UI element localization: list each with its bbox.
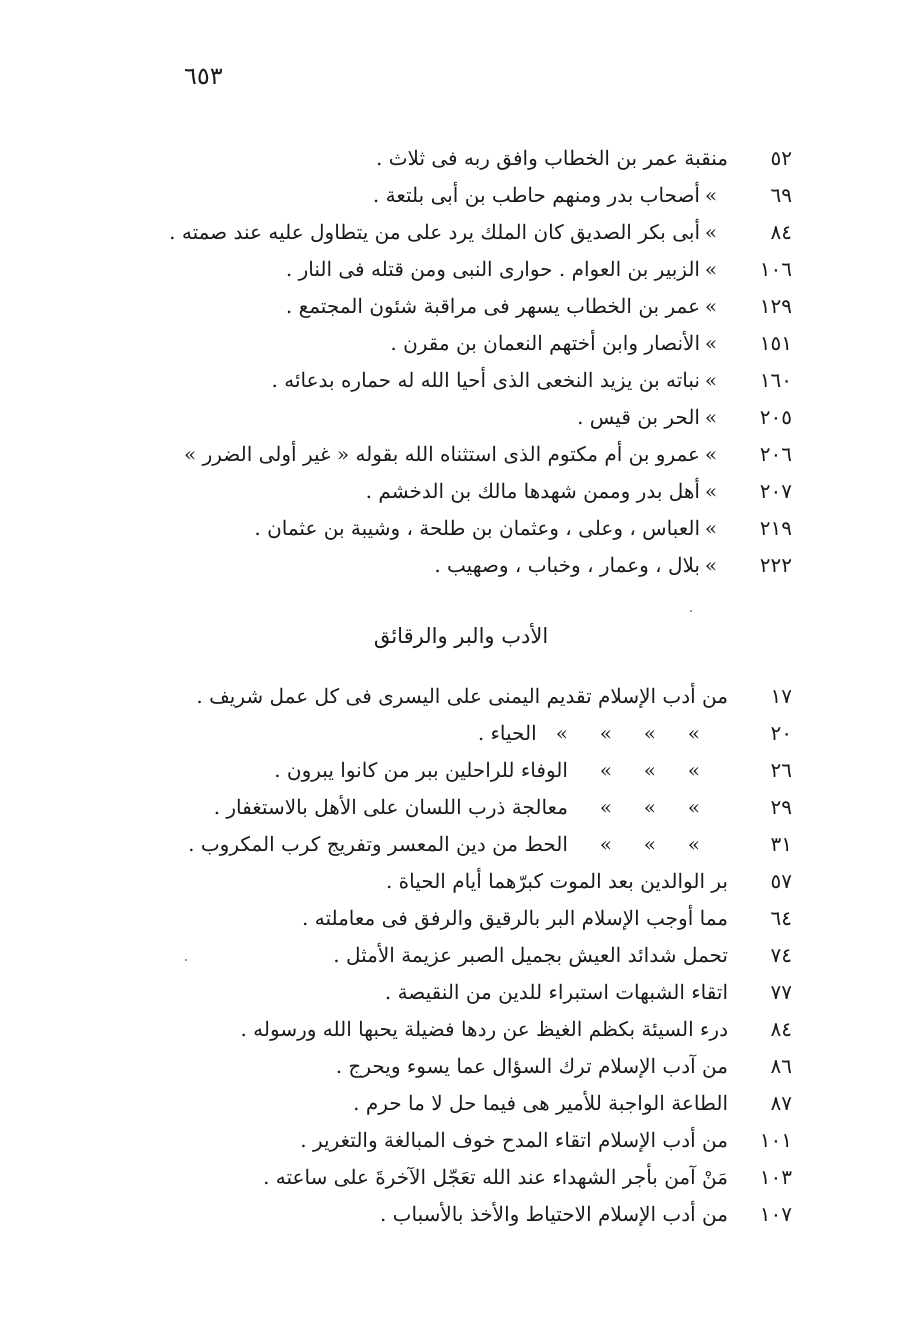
item-text: من آدب الإسلام ترك السؤال عما يسوء ويحرج .: [335, 1054, 728, 1078]
item-number: ٢٦: [770, 758, 792, 782]
item-text: » » » الوفاء للراحلين ببر من كانوا يبرون .: [274, 758, 700, 782]
item-number: ٥٢: [770, 146, 792, 170]
item-text: الأنصار وابن أختهم النعمان بن مقرن .: [390, 331, 700, 355]
item-number: ١٧: [770, 684, 792, 708]
item-number: ٣١: [770, 832, 792, 856]
ditto-mark: »: [704, 553, 718, 577]
list-item: [120, 974, 792, 1011]
item-text: الحر بن قيس .: [577, 405, 700, 429]
item-number: ٥٧: [770, 869, 792, 893]
index-list-section-1: [120, 140, 792, 584]
list-item: [120, 251, 792, 288]
item-text: عمر بن الخطاب يسهر فى مراقبة شئون المجتمع .: [285, 294, 700, 318]
item-text: اتقاء الشبهات استبراء للدين من النقيصة .: [384, 980, 728, 1004]
item-text: من أدب الإسلام اتقاء المدح خوف المبالغة والتغرير .: [300, 1128, 728, 1152]
item-text: » » » معالجة ذرب اللسان على الأهل بالاستغفار .: [213, 795, 700, 819]
item-text: الزبير بن العوام . حوارى النبى ومن قتله فى النار .: [285, 257, 700, 281]
list-item: [120, 1048, 792, 1085]
item-number: ١٥١: [759, 331, 792, 355]
list-item: [120, 473, 792, 510]
ditto-mark: »: [704, 220, 718, 244]
index-list-section-2: [120, 678, 792, 1233]
item-number: ١٢٩: [759, 294, 792, 318]
item-number: ٧٧: [770, 980, 792, 1004]
item-number: ٨٦: [770, 1054, 792, 1078]
item-number: ٨٧: [770, 1091, 792, 1115]
ditto-mark: »: [704, 257, 718, 281]
item-text: مَنْ آمن بأجر الشهداء عند الله تعَجّل الآخرةَ على ساعته .: [263, 1165, 728, 1189]
item-number: ١٠٦: [759, 257, 792, 281]
ditto-mark: »: [704, 405, 718, 429]
list-item: [120, 1122, 792, 1159]
list-item: [120, 436, 792, 473]
item-text: أهل بدر وممن شهدها مالك بن الدخشم .: [365, 479, 700, 503]
item-text: أبى بكر الصديق كان الملك يرد على من يتطاول عليه عند صمته .: [169, 220, 700, 244]
item-text: الطاعة الواجبة للأمير هى فيما حل لا ما حرم .: [353, 1091, 728, 1115]
item-text: أصحاب بدر ومنهم حاطب بن أبى بلتعة .: [372, 183, 700, 207]
item-number: ٢٩: [770, 795, 792, 819]
item-text: بر الوالدين بعد الموت كبرّهما أيام الحياة .: [385, 869, 728, 893]
item-text: من أدب الإسلام الاحتياط والأخذ بالأسباب .: [379, 1202, 728, 1226]
list-item: [120, 510, 792, 547]
list-item: [120, 1085, 792, 1122]
item-number: ١٠١: [759, 1128, 792, 1152]
list-item: [120, 1011, 792, 1048]
item-text: » » » الحط من دين المعسر وتفريج كرب المكروب .: [188, 832, 700, 856]
item-number: ١٦٠: [759, 368, 792, 392]
ditto-mark: »: [704, 183, 718, 207]
list-item: [120, 752, 792, 789]
item-number: ٢٠٧: [759, 479, 792, 503]
ditto-mark: »: [704, 479, 718, 503]
list-item: [120, 288, 792, 325]
list-item: [120, 325, 792, 362]
item-text: منقبة عمر بن الخطاب وافق ربه فى ثلاث .: [375, 146, 728, 170]
ditto-mark: »: [704, 442, 718, 466]
item-number: ٢١٩: [759, 516, 792, 540]
ditto-mark: »: [704, 331, 718, 355]
list-item: [120, 863, 792, 900]
list-item: [120, 1196, 792, 1233]
item-number: ١٠٣: [759, 1165, 792, 1189]
item-number: ٦٩: [770, 183, 792, 207]
item-number: ٢٠٦: [759, 442, 792, 466]
list-item: [120, 826, 792, 863]
ditto-mark: »: [704, 368, 718, 392]
list-item: [120, 362, 792, 399]
stray-mark: [185, 959, 187, 961]
item-number: ٢٠٥: [759, 405, 792, 429]
item-text: من أدب الإسلام تقديم اليمنى على اليسرى فى كل عمل شريف .: [196, 684, 728, 708]
item-text: العباس ، وعلى ، وعثمان بن طلحة ، وشيبة بن عثمان .: [254, 516, 700, 540]
item-text: » » » » الحياء .: [477, 721, 700, 745]
list-item: [120, 900, 792, 937]
list-item: [120, 678, 792, 715]
list-item: [120, 399, 792, 436]
list-item: [120, 789, 792, 826]
list-item: [120, 214, 792, 251]
item-text: نباته بن يزيد النخعى الذى أحيا الله له حماره بدعائه .: [271, 368, 700, 392]
list-item: [120, 177, 792, 214]
item-number: ٢٢٢: [759, 553, 792, 577]
page-number: ٦٥٣: [184, 62, 223, 90]
item-text: عمرو بن أم مكتوم الذى استثناه الله بقوله « غير أولى الضرر »: [183, 442, 700, 466]
item-number: ٨٤: [770, 220, 792, 244]
item-number: ٨٤: [770, 1017, 792, 1041]
ditto-mark: »: [704, 294, 718, 318]
item-number: ٦٤: [770, 906, 792, 930]
list-item: [120, 1159, 792, 1196]
list-item: [120, 937, 792, 974]
item-number: ٧٤: [770, 943, 792, 967]
section-heading: الأدب والبر والرقائق: [373, 624, 549, 648]
item-number: ٢٠: [770, 721, 792, 745]
list-item: [120, 547, 792, 584]
item-text: تحمل شدائد العيش بجميل الصبر عزيمة الأمثل .: [333, 943, 728, 967]
item-text: درء السيئة بكظم الغيظ عن ردها فضيلة يحبها الله ورسوله .: [240, 1017, 728, 1041]
list-item: [120, 715, 792, 752]
stray-mark: [690, 610, 692, 612]
item-text: بلال ، وعمار ، وخباب ، وصهيب .: [434, 553, 700, 577]
item-text: مما أوجب الإسلام البر بالرقيق والرفق فى معاملته .: [302, 906, 728, 930]
list-item: [120, 140, 792, 177]
ditto-mark: »: [704, 516, 718, 540]
item-number: ١٠٧: [759, 1202, 792, 1226]
